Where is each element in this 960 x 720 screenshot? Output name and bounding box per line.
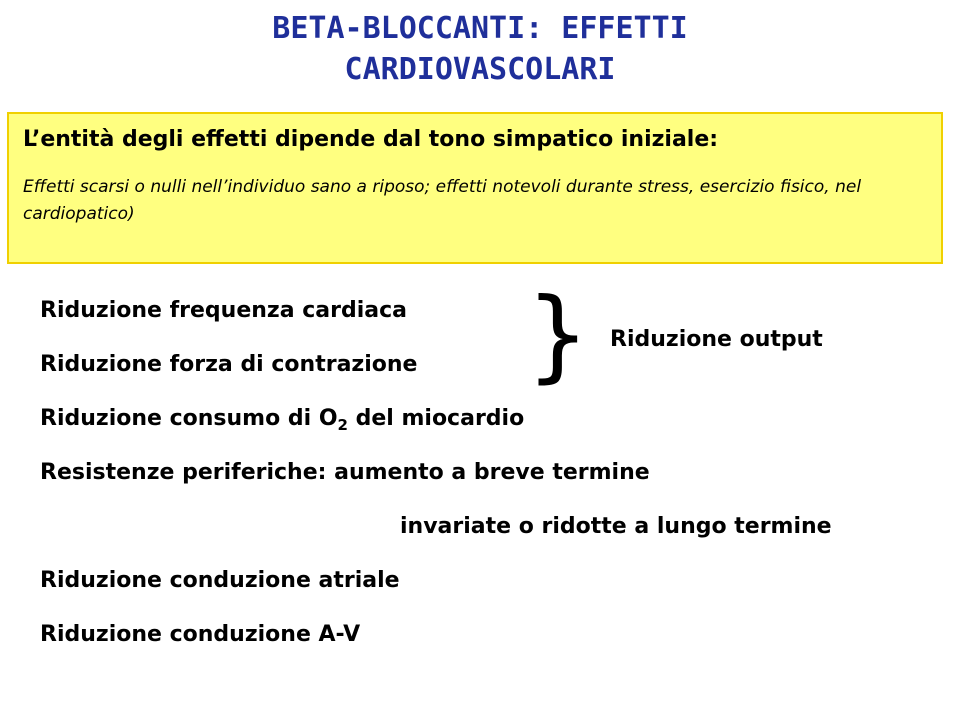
slide-title bbox=[0, 8, 960, 90]
effect-oxygen-subscript: 2 bbox=[337, 416, 348, 434]
effect-atrial-conduction: Riduzione conduzione atriale bbox=[40, 568, 400, 593]
effect-oxygen-suffix: del miocardio bbox=[347, 406, 525, 431]
effect-peripheral-resistance-short: Resistenze periferiche: aumento a breve termine bbox=[40, 460, 650, 485]
note-box bbox=[7, 112, 943, 264]
slide-title-line-2: CARDIOVASCOLARI bbox=[344, 52, 616, 87]
effect-av-conduction: Riduzione conduzione A-V bbox=[40, 622, 361, 647]
effect-heart-rate: Riduzione frequenza cardiaca bbox=[40, 298, 407, 323]
effect-oxygen-consumption bbox=[40, 405, 524, 433]
grouping-brace: } bbox=[526, 276, 590, 393]
effect-peripheral-resistance-long: invariate o ridotte a lungo termine bbox=[400, 514, 832, 539]
note-box-heading: L’entità degli effetti dipende dal tono simpatico iniziale: bbox=[23, 127, 719, 152]
note-box-body: Effetti scarsi o nulli nell’individuo sano a riposo; effetti notevoli durante stress, esercizio fisico, nel cardiopatico) bbox=[23, 177, 862, 224]
effect-contraction: Riduzione forza di contrazione bbox=[40, 352, 418, 377]
effect-oxygen-prefix: Riduzione consumo di O bbox=[40, 406, 338, 431]
output-label: Riduzione output bbox=[610, 327, 823, 352]
slide-title-line-1: BETA-BLOCCANTI: EFFETTI bbox=[272, 11, 688, 46]
